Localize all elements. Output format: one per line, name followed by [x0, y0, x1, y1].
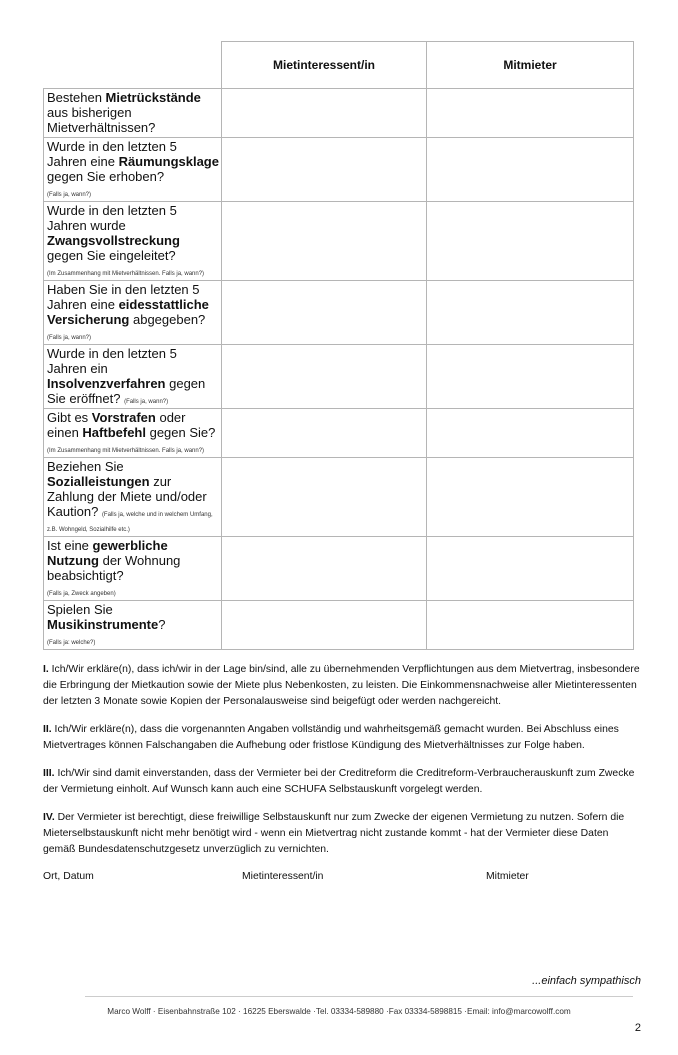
question-note: (Im Zusammenhang mit Mietverhältnissen. Falls ja, wann?): [47, 448, 205, 454]
question-rows: [44, 89, 634, 650]
question-cell: Bestehen Mietrückstände aus bisherigen Mietverhältnissen?: [44, 89, 222, 138]
question-cell: Wurde in den letzten 5 Jahren ein Insolvenzverfahren gegen Sie eröffnet? (Falls ja, wann?): [44, 345, 222, 409]
signature-place-date: Ort, Datum: [43, 871, 94, 882]
footer-divider: [85, 996, 633, 997]
co-tenant-answer-cell[interactable]: [427, 537, 634, 601]
page-number: 2: [634, 1022, 641, 1034]
question-cell: Haben Sie in den letzten 5 Jahren eine eidesstattliche Versicherung abgegeben? (Falls ja, wann?): [44, 281, 222, 345]
co-tenant-answer-cell[interactable]: [427, 458, 634, 537]
tagline: ...einfach sympathisch: [532, 975, 641, 987]
table-row: [44, 89, 634, 138]
applicant-answer-cell[interactable]: [222, 89, 427, 138]
co-tenant-answer-cell[interactable]: [427, 202, 634, 281]
applicant-answer-cell[interactable]: [222, 281, 427, 345]
question-note: (Falls ja, wann?): [47, 335, 92, 341]
applicant-answer-cell[interactable]: [222, 345, 427, 409]
question-note: (Falls ja, welche und in welchem Umfang, z.B. Wohngeld, Sozialhilfe etc.): [47, 512, 213, 533]
signature-co-tenant: Mitmieter: [486, 871, 529, 882]
signature-applicant: Mietinteressent/in: [242, 871, 324, 882]
applicant-answer-cell[interactable]: [222, 601, 427, 650]
header-co-tenant: Mitmieter: [427, 42, 634, 89]
table-row: [44, 202, 634, 281]
co-tenant-answer-cell[interactable]: [427, 409, 634, 458]
table-row: [44, 138, 634, 202]
declaration-4: IV. Der Vermieter ist berechtigt, diese freiwillige Selbstauskunft nur zum Zwecke der eigenen Vermietung zu nutzen. Sofern die Mieterselbstauskunft nicht mehr benötigt wird - wenn ein Mietvertrag nicht zustande kommt - hat der Vermieter diese Daten gemäß Bundesdatenschutzgesetz unverzüglich zu vernichten.: [43, 812, 625, 855]
co-tenant-answer-cell[interactable]: [427, 138, 634, 202]
table-row: [44, 537, 634, 601]
footer-address: Marco Wolff · Eisenbahnstraße 102 · 16225 Eberswalde ·Tel. 03334-589880 ·Fax 03334-5898815 ·Email: info@marcowolff.com: [107, 1007, 571, 1016]
co-tenant-answer-cell[interactable]: [427, 345, 634, 409]
applicant-answer-cell[interactable]: [222, 458, 427, 537]
question-note: (Falls ja: welche?): [47, 640, 96, 646]
question-note: (Falls ja, Zweck angeben): [47, 591, 116, 597]
question-cell: Wurde in den letzten 5 Jahren eine Räumungsklage gegen Sie erhoben? (Falls ja, wann?): [44, 138, 222, 202]
table-row: [44, 409, 634, 458]
question-note: (Im Zusammenhang mit Mietverhältnissen. Falls ja, wann?): [47, 271, 205, 277]
declaration-2: II. Ich/Wir erkläre(n), dass die vorgenannten Angaben vollständig und wahrheitsgemäß gemacht wurden. Bei Abschluss eines Mietvertrages können Falschangaben die Aufhebung oder fristlose Kündigung des Mietverhältnisses zur Folge haben.: [43, 724, 619, 751]
footer: [43, 974, 641, 1035]
co-tenant-answer-cell[interactable]: [427, 89, 634, 138]
question-note: (Falls ja, wann?): [124, 399, 169, 405]
question-note: (Falls ja, wann?): [47, 192, 92, 198]
question-cell: Ist eine gewerbliche Nutzung der Wohnung beabsichtigt? (Falls ja, Zweck angeben): [44, 537, 222, 601]
co-tenant-answer-cell[interactable]: [427, 281, 634, 345]
declarations: [43, 662, 641, 858]
applicant-answer-cell[interactable]: [222, 202, 427, 281]
table-row: [44, 458, 634, 537]
question-cell: Beziehen Sie Sozialleistungen zur Zahlung der Miete und/oder Kaution? (Falls ja, welche und in welchem Umfang, z.B. Wohngeld, Sozialhilfe etc.): [44, 458, 222, 537]
co-tenant-answer-cell[interactable]: [427, 601, 634, 650]
applicant-answer-cell[interactable]: [222, 409, 427, 458]
questionnaire-table: [43, 41, 634, 650]
table-row: [44, 601, 634, 650]
table-row: [44, 281, 634, 345]
declaration-1: I. Ich/Wir erkläre(n), dass ich/wir in der Lage bin/sind, alle zu übernehmenden Verpflichtungen aus dem Mietvertrag, insbesondere die Erbringung der Mietkaution sowie der Miete plus Nebenkosten, zu leisten. Die Einkommensnachweise aller Mietinteressenten der letzten 3 Monate sowie Kopien der Personalausweise sind beigefügt oder werden nachgereicht.: [43, 664, 640, 707]
applicant-answer-cell[interactable]: [222, 537, 427, 601]
question-cell: Wurde in den letzten 5 Jahren wurde Zwangsvollstreckung gegen Sie eingeleitet? (Im Zusammenhang mit Mietverhältnissen. Falls ja, wann?): [44, 202, 222, 281]
signature-row: [43, 870, 641, 884]
empty-header-cell: [44, 42, 222, 89]
question-cell: Spielen Sie Musikinstrumente? (Falls ja: welche?): [44, 601, 222, 650]
applicant-answer-cell[interactable]: [222, 138, 427, 202]
table-row: [44, 345, 634, 409]
header-applicant: Mietinteressent/in: [222, 42, 427, 89]
declaration-3: III. Ich/Wir sind damit einverstanden, dass der Vermieter bei der Creditreform die Creditreform-Verbraucherauskunft zum Zwecke der Vermietung einholt. Auf Wunsch kann auch eine SCHUFA Selbstauskunft vorgelegt werden.: [43, 768, 635, 795]
question-cell: Gibt es Vorstrafen oder einen Haftbefehl gegen Sie? (Im Zusammenhang mit Mietverhältnissen. Falls ja, wann?): [44, 409, 222, 458]
